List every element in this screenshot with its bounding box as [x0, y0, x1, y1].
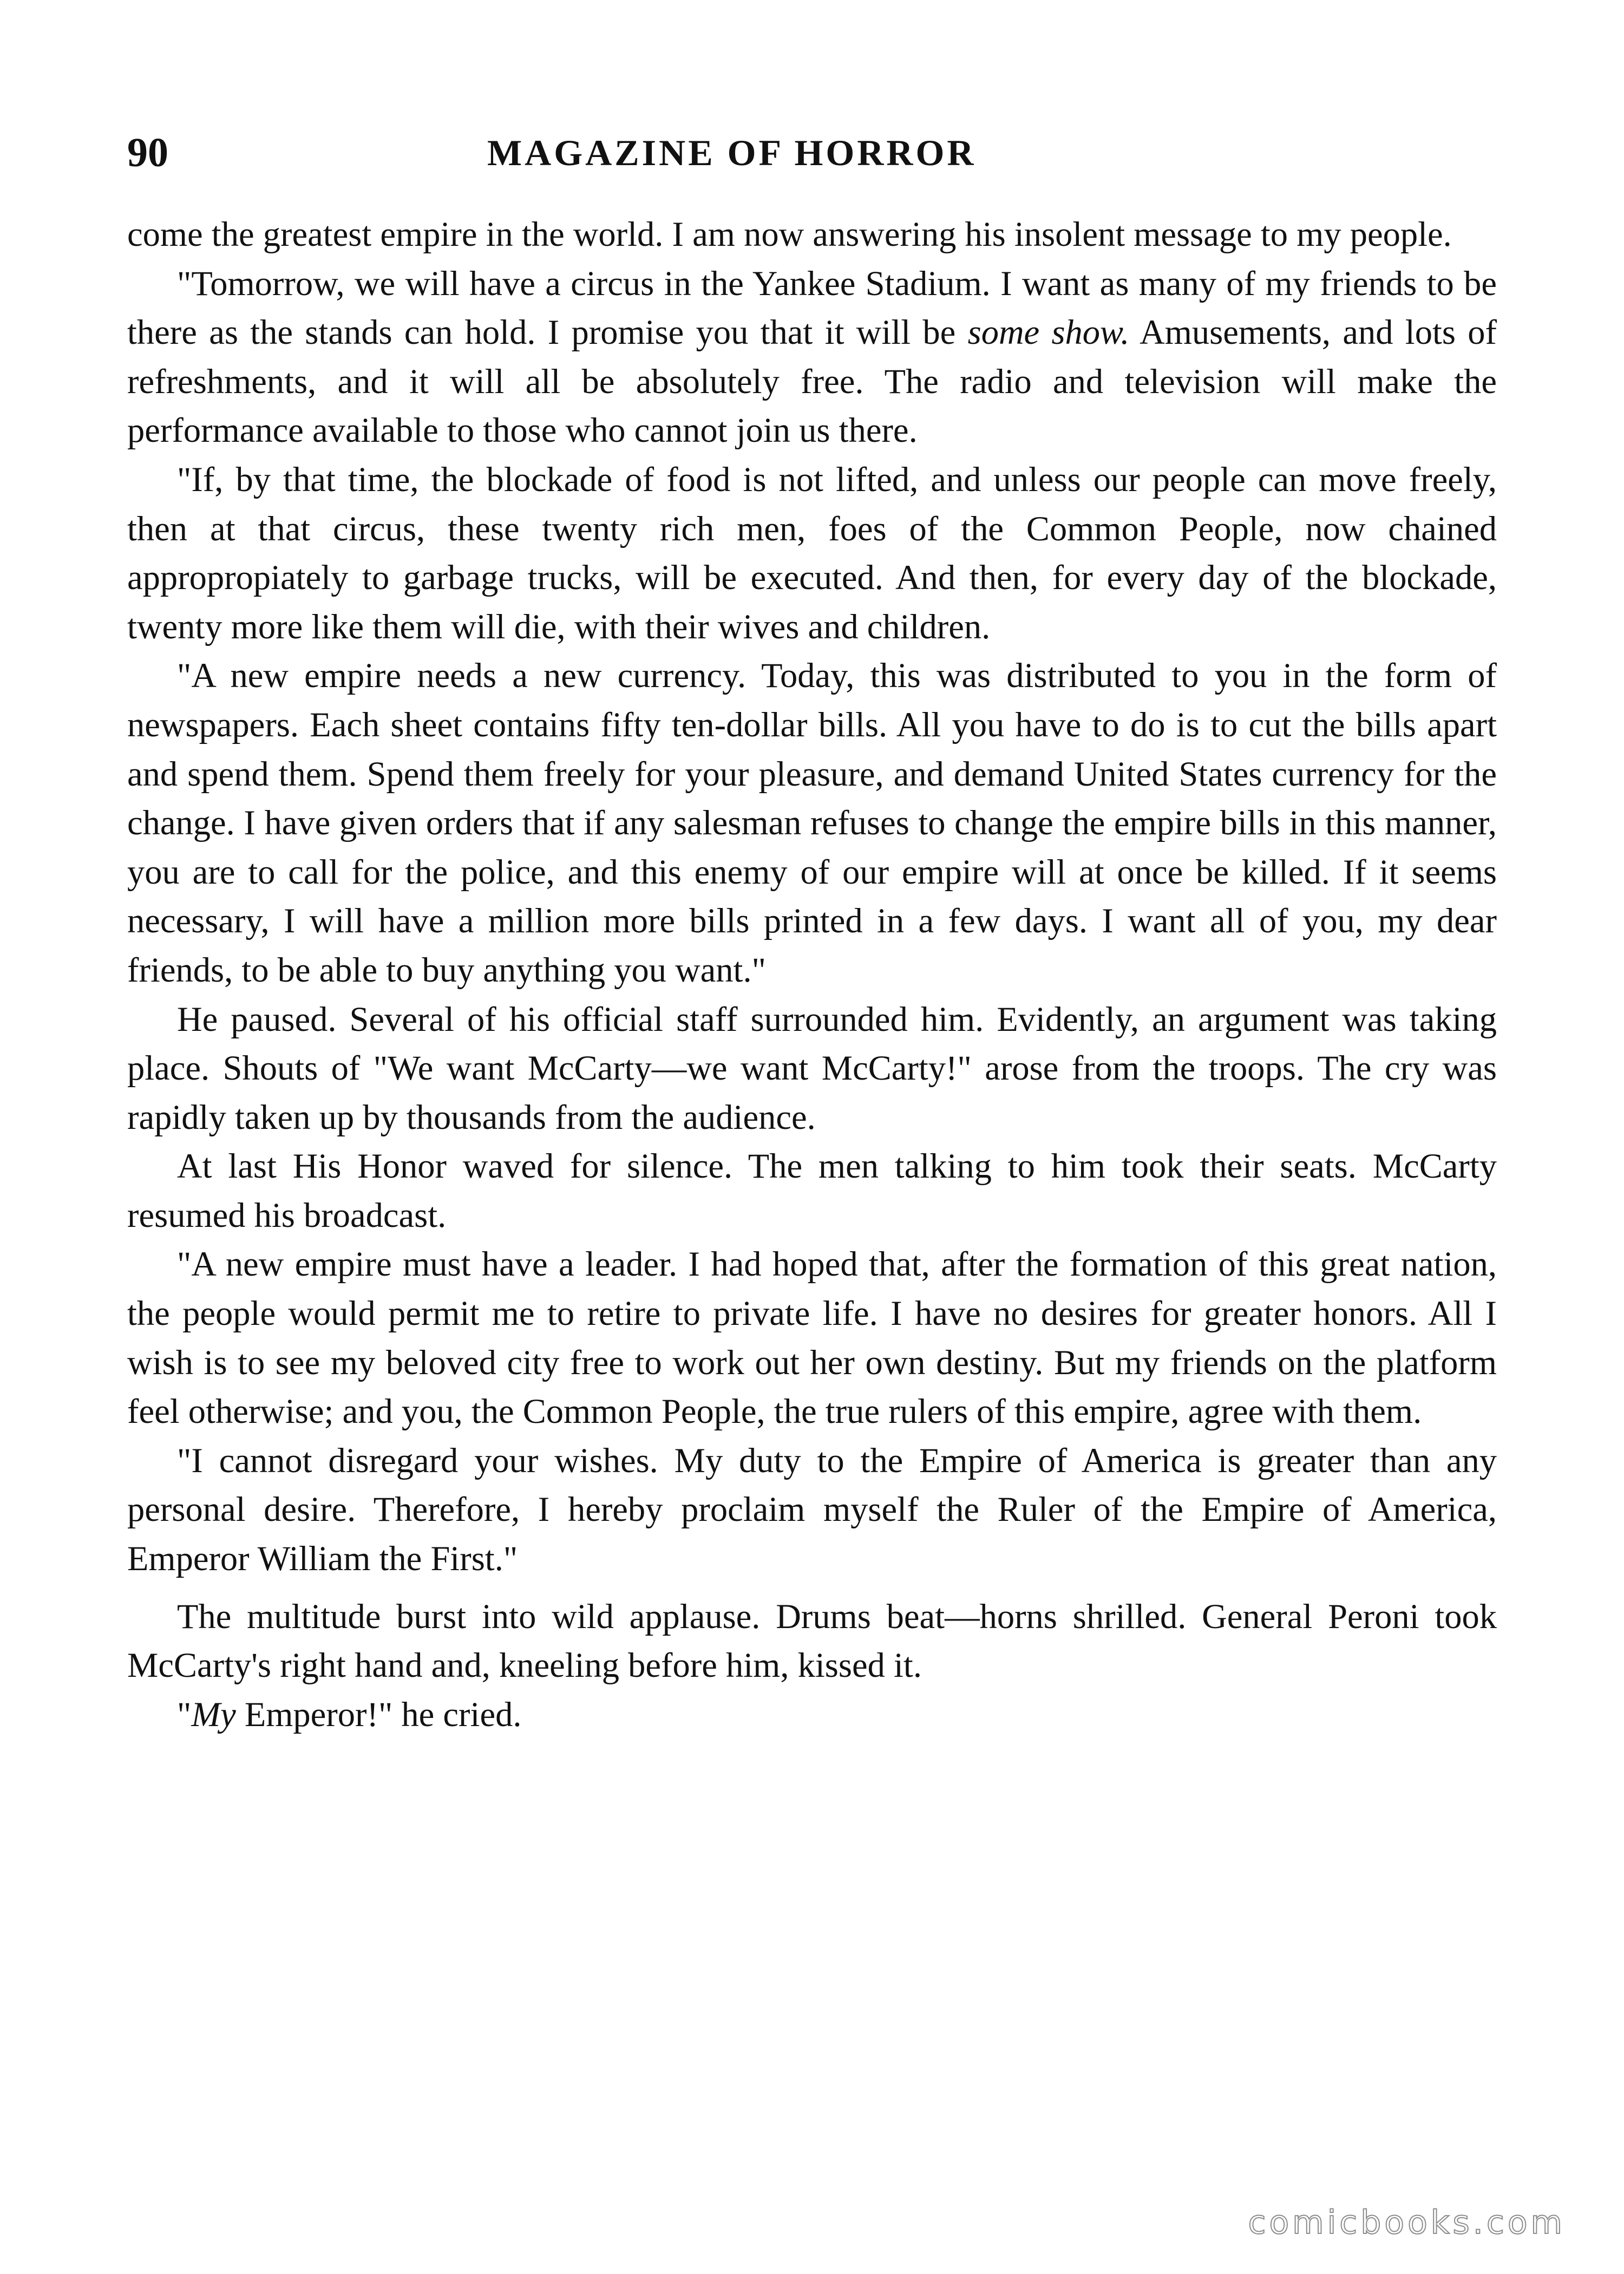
text-run: "If, by that time, the blockade of food is not lifted, and unless our people can move freely, then at that circus, these twenty rich men, foes of the Common People, now chained appropropiately to garbage trucks, will be executed. And then, for every day of the blockade, twenty more like them will die, with their wives and children.: [127, 460, 1497, 646]
paragraph: [127, 1592, 1497, 1690]
text-run: "A new empire must have a leader. I had hoped that, after the formation of this great nation, the people would permit me to retire to private life. I have no desires for greater honors. All I wish is to see my beloved city free to work out her own destiny. But my friends on the platform feel otherwise; and you, the Common People, the true rulers of this empire, agree with them.: [127, 1245, 1497, 1431]
text-run: come the greatest empire in the world. I am now answering his insolent message to my people.: [127, 215, 1452, 253]
italic-text-run: some show.: [967, 313, 1130, 352]
text-run: Emperor!" he cried.: [235, 1695, 522, 1734]
page-number: 90: [127, 130, 168, 175]
paragraph: [127, 455, 1497, 651]
paragraph: [127, 259, 1497, 455]
page-header: [127, 126, 1497, 180]
paragraph: [127, 651, 1497, 995]
paragraph: [127, 1240, 1497, 1436]
paragraph: [127, 1436, 1497, 1584]
running-head-title: MAGAZINE OF HORROR: [487, 132, 977, 173]
paragraph: [127, 210, 1497, 259]
watermark-text: comicbooks.com: [1248, 2204, 1566, 2242]
text-run: Amusements, and lots of refreshments, and it will all be absolutely free. The radio and television will make the performance available to those who cannot join us there.: [127, 313, 1497, 450]
text-run: "I cannot disregard your wishes. My duty to the Empire of America is greater than any personal desire. Therefore, I hereby proclaim myself the Ruler of the Empire of America, Emperor William the First.": [127, 1441, 1497, 1578]
paragraph: [127, 1690, 1497, 1740]
article-body: [127, 210, 1497, 1739]
paragraph: [127, 1142, 1497, 1240]
text-run: At last His Honor waved for silence. The men talking to him took their seats. McCarty resumed his broadcast.: [127, 1147, 1497, 1234]
text-run: He paused. Several of his official staff surrounded him. Evidently, an argument was taking place. Shouts of "We want McCarty—we want McCarty!" arose from the troops. The cry was rapidly taken up by thousands from the audience.: [127, 999, 1497, 1136]
text-run: "A new empire needs a new currency. Today, this was distributed to you in the form of newspapers. Each sheet contains fifty ten-dollar bills. All you have to do is to cut the bills apart and spend them. Spend them freely for your pleasure, and demand United States currency for the change. I have given orders that if any salesman refuses to change the empire bills in this manner, you are to call for the police, and this enemy of our empire will at once be killed. If it seems necessary, I will have a million more bills printed in a few days. I want all of you, my dear friends, to be able to buy anything you want.": [127, 656, 1497, 989]
text-run: "Tomorrow, we will have a circus in the Yankee Stadium. I want as many of my friends to be there as the stands can hold. I promise you that it will be: [127, 264, 1497, 352]
paragraph: [127, 995, 1497, 1142]
text-run: ": [177, 1695, 192, 1734]
text-run: The multitude burst into wild applause. Drums beat—horns shrilled. General Peroni took McCarty's right hand and, kneeling before him, kissed it.: [127, 1597, 1497, 1685]
italic-text-run: My: [191, 1695, 236, 1734]
